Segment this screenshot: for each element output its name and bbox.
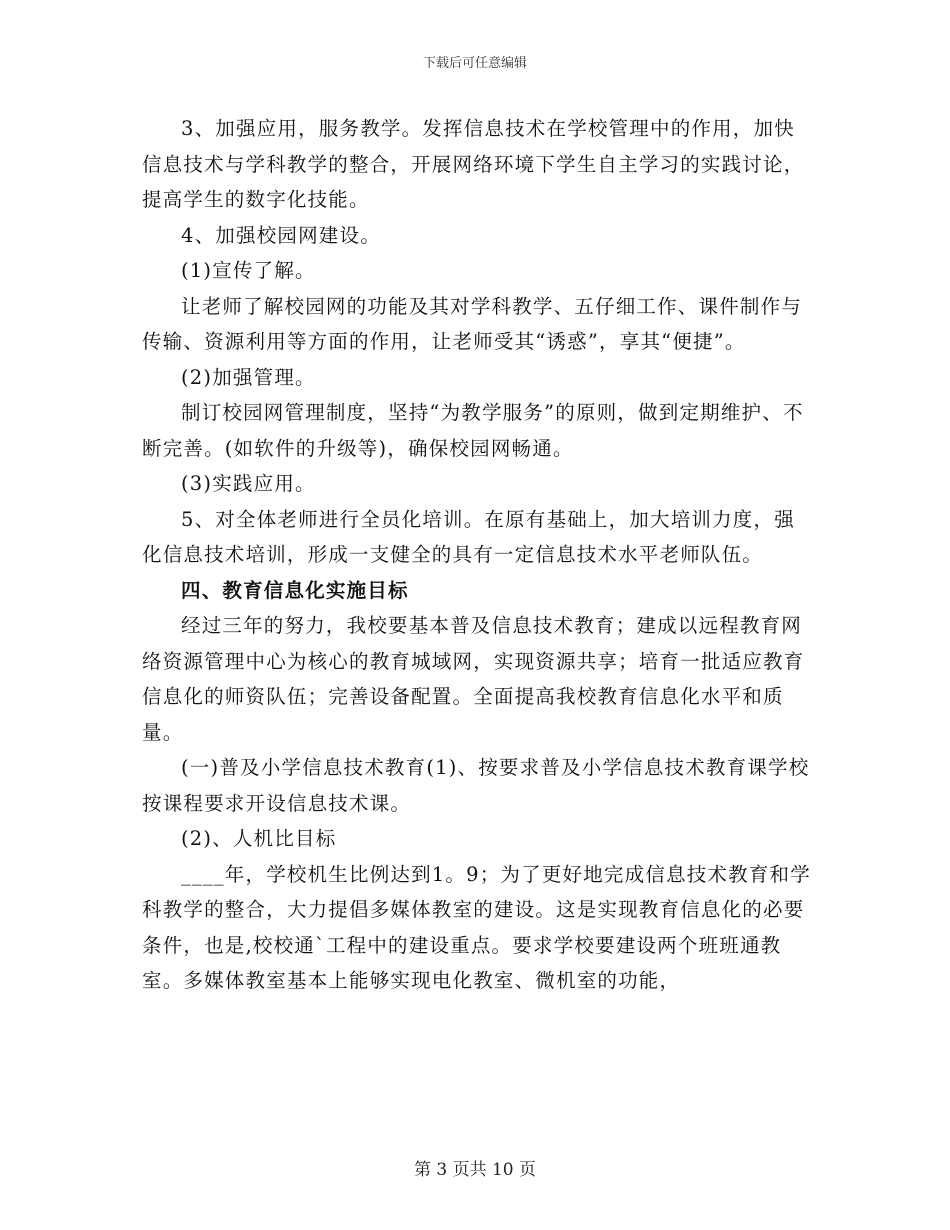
paragraph-management: (2)加强管理。 (181, 365, 316, 389)
paragraph-5-training: 5、对全体老师进行全员化培训。在原有基础上，加大培训力度，强化信息技术培训，形成一支健全的具有一定信息技术水平老师队伍。 (142, 507, 795, 566)
paragraph-ratio-detail: ____年，学校机生比例达到1。9；为了更好地完成信息技术教育和学科教学的整合，大力提倡多媒体教室的建设。这是实现教育信息化的必要条件，也是,校校通`工程中的建设重点。要求学校要建设两个班班通教室。多媒体教室基本上能够实现电化教室、微机室的功能， (142, 862, 811, 992)
document-body (142, 111, 812, 999)
page-number: 第 3 页共 10 页 (413, 1160, 537, 1180)
section-heading-goals: 四、教育信息化实施目标 (181, 578, 409, 602)
paragraph-publicity: (1)宣传了解。 (181, 259, 316, 282)
paragraph-popularize: (一)普及小学信息技术教育(1)、按要求普及小学信息技术教育课学校按课程要求开设信息技术课。 (142, 756, 810, 815)
paragraph-3-strengthen-application: 3、加强应用，服务教学。发挥信息技术在学校管理中的作用，加快信息技术与学科教学的整合，开展网络环境下学生自主学习的实践讨论，提高学生的数字化技能。 (142, 117, 805, 211)
paragraph-practice: (3)实践应用。 (181, 472, 316, 495)
page-header-note: 下载后可任意编辑 (422, 56, 527, 71)
paragraph-4-campus-network: 4、加强校园网建设。 (181, 223, 381, 247)
paragraph-goals-detail: 经过三年的努力，我校要基本普及信息技术教育；建成以远程教育网络资源管理中心为核心的教育城域网，实现资源共享；培育一批适应教育信息化的师资队伍；完善设备配置。全面提高我校教育信息化水平和质量。 (142, 614, 805, 744)
paragraph-publicity-detail: 让老师了解校园网的功能及其对学科教学、五仔细工作、课件制作与传输、资源利用等方面的作用，让老师受其“诱惑”，享其“便捷”。 (142, 294, 803, 353)
paragraph-management-detail: 制订校园网管理制度，坚持“为教学服务”的原则，做到定期维护、不断完善。(如软件的升级等)，确保校园网畅通。 (142, 401, 804, 460)
paragraph-ratio-target: (2)、人机比目标 (181, 827, 337, 850)
